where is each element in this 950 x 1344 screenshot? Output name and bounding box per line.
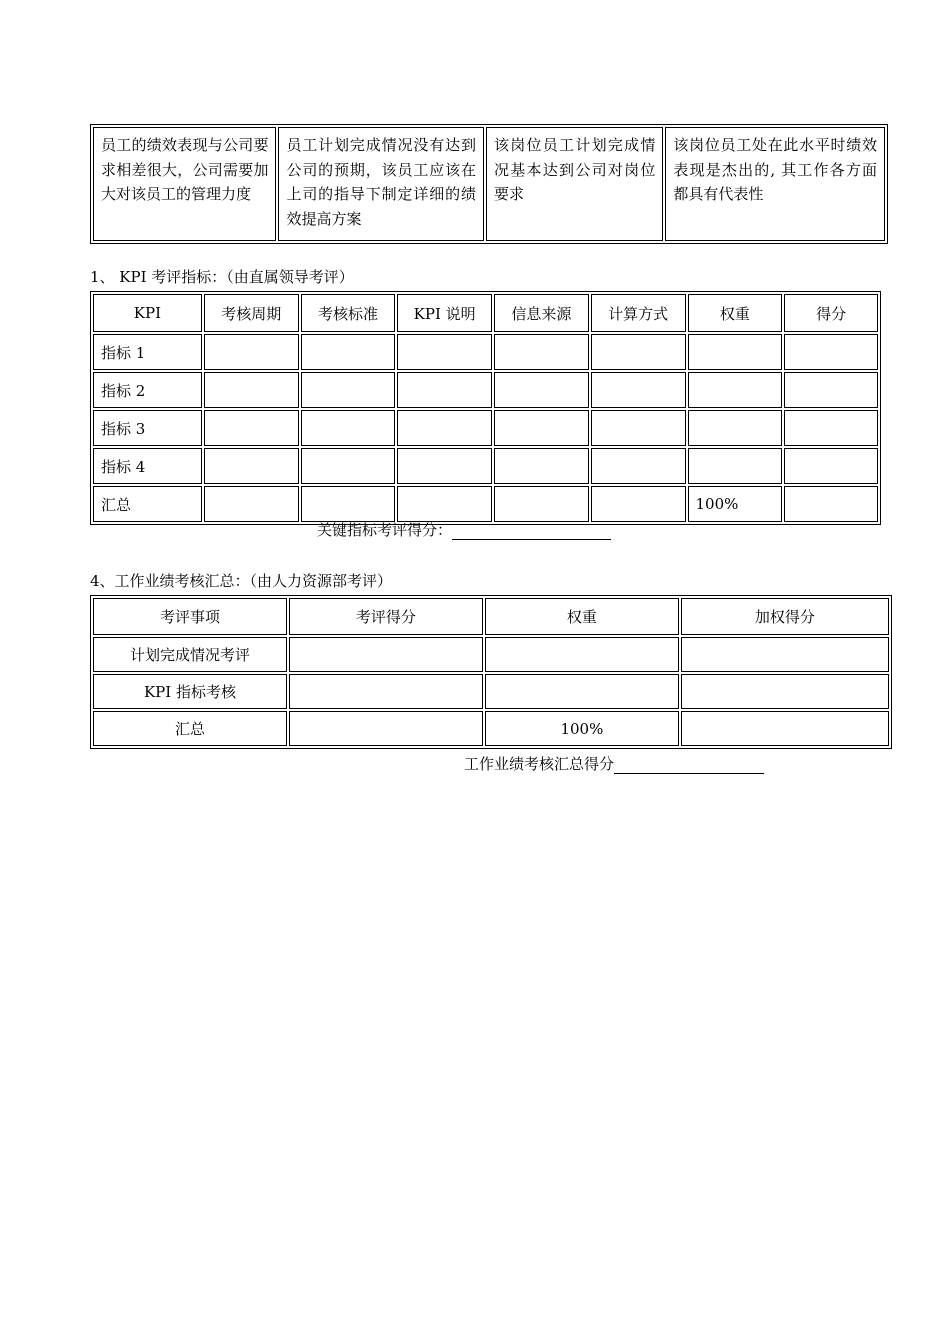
table-cell[interactable] xyxy=(494,448,589,484)
table-cell[interactable] xyxy=(591,410,686,446)
table-cell[interactable] xyxy=(204,334,299,370)
kpi-section-heading: 1、 KPI 考评指标：（由直属领导考评） xyxy=(90,268,354,286)
table-cell[interactable] xyxy=(494,486,589,522)
kpi-score-label: 关键指标考评得分： xyxy=(317,521,453,539)
score-cell[interactable] xyxy=(784,486,878,522)
table-cell[interactable] xyxy=(591,448,686,484)
summary-table xyxy=(90,595,892,749)
table-cell[interactable] xyxy=(494,334,589,370)
row-label: 汇总 xyxy=(93,486,202,522)
table-cell[interactable] xyxy=(301,372,396,408)
table-cell[interactable] xyxy=(204,372,299,408)
table-cell[interactable] xyxy=(204,410,299,446)
score-cell[interactable] xyxy=(784,334,878,370)
level-description-2: 员工计划完成情况没有达到公司的预期，该员工应该在上司的指导下制定详细的绩效提高方案 xyxy=(278,127,484,241)
score-cell[interactable] xyxy=(289,711,483,746)
weight-cell[interactable] xyxy=(688,448,783,484)
column-header: 计算方式 xyxy=(591,294,686,332)
summary-score-label: 工作业绩考核汇总得分 xyxy=(464,755,615,773)
row-label: 计划完成情况考评 xyxy=(93,637,287,672)
table-cell[interactable] xyxy=(301,410,396,446)
table-row xyxy=(93,674,889,709)
summary-section-heading: 4、工作业绩考核汇总：（由人力资源部考评） xyxy=(90,572,393,590)
column-header: KPI xyxy=(93,294,202,332)
weight-cell[interactable] xyxy=(485,637,679,672)
row-label: 指标 3 xyxy=(93,410,202,446)
score-cell[interactable] xyxy=(289,637,483,672)
table-cell[interactable] xyxy=(204,486,299,522)
weighted-score-cell[interactable] xyxy=(681,637,889,672)
column-header: 考评得分 xyxy=(289,598,483,635)
table-cell[interactable] xyxy=(591,372,686,408)
column-header: 权重 xyxy=(485,598,679,635)
table-cell[interactable] xyxy=(591,334,686,370)
score-cell[interactable] xyxy=(784,410,878,446)
table-cell[interactable] xyxy=(397,372,492,408)
table-cell[interactable] xyxy=(494,372,589,408)
table-cell[interactable] xyxy=(591,486,686,522)
weight-cell[interactable]: 100% xyxy=(688,486,783,522)
kpi-score-line xyxy=(317,519,611,540)
performance-level-table xyxy=(90,124,888,244)
row-label: 指标 2 xyxy=(93,372,202,408)
row-label: 指标 4 xyxy=(93,448,202,484)
summary-score-blank[interactable] xyxy=(614,756,764,774)
score-cell[interactable] xyxy=(784,448,878,484)
kpi-table xyxy=(90,291,881,525)
row-label: KPI 指标考核 xyxy=(93,674,287,709)
score-cell[interactable] xyxy=(784,372,878,408)
row-label: 汇总 xyxy=(93,711,287,746)
level-description-3: 该岗位员工计划完成情况基本达到公司对岗位要求 xyxy=(486,127,663,241)
weight-cell[interactable]: 100% xyxy=(485,711,679,746)
level-description-1: 员工的绩效表现与公司要求相差很大，公司需要加大对该员工的管理力度 xyxy=(93,127,276,241)
column-header: 考核周期 xyxy=(204,294,299,332)
column-header: KPI 说明 xyxy=(397,294,492,332)
table-row xyxy=(93,711,889,746)
table-row xyxy=(93,372,878,408)
column-header: 权重 xyxy=(688,294,783,332)
column-header: 考核标准 xyxy=(301,294,396,332)
table-header-row xyxy=(93,294,878,332)
summary-score-line xyxy=(464,753,764,774)
table-row xyxy=(93,127,885,241)
table-cell[interactable] xyxy=(301,486,396,522)
weight-cell[interactable] xyxy=(688,334,783,370)
column-header: 加权得分 xyxy=(681,598,889,635)
table-cell[interactable] xyxy=(301,448,396,484)
weighted-score-cell[interactable] xyxy=(681,674,889,709)
table-row xyxy=(93,486,878,522)
weight-cell[interactable] xyxy=(688,410,783,446)
table-header-row xyxy=(93,598,889,635)
kpi-score-blank[interactable] xyxy=(452,522,611,540)
weighted-score-cell[interactable] xyxy=(681,711,889,746)
column-header: 考评事项 xyxy=(93,598,287,635)
table-cell[interactable] xyxy=(397,448,492,484)
score-cell[interactable] xyxy=(289,674,483,709)
table-cell[interactable] xyxy=(397,410,492,446)
table-cell[interactable] xyxy=(204,448,299,484)
weight-cell[interactable] xyxy=(485,674,679,709)
table-row xyxy=(93,410,878,446)
table-cell[interactable] xyxy=(397,486,492,522)
column-header: 得分 xyxy=(784,294,878,332)
table-row xyxy=(93,448,878,484)
table-row xyxy=(93,637,889,672)
level-description-4: 该岗位员工处在此水平时绩效表现是杰出的, 其工作各方面都具有代表性 xyxy=(665,127,885,241)
row-label: 指标 1 xyxy=(93,334,202,370)
table-cell[interactable] xyxy=(301,334,396,370)
weight-cell[interactable] xyxy=(688,372,783,408)
column-header: 信息来源 xyxy=(494,294,589,332)
table-cell[interactable] xyxy=(397,334,492,370)
table-row xyxy=(93,334,878,370)
table-cell[interactable] xyxy=(494,410,589,446)
